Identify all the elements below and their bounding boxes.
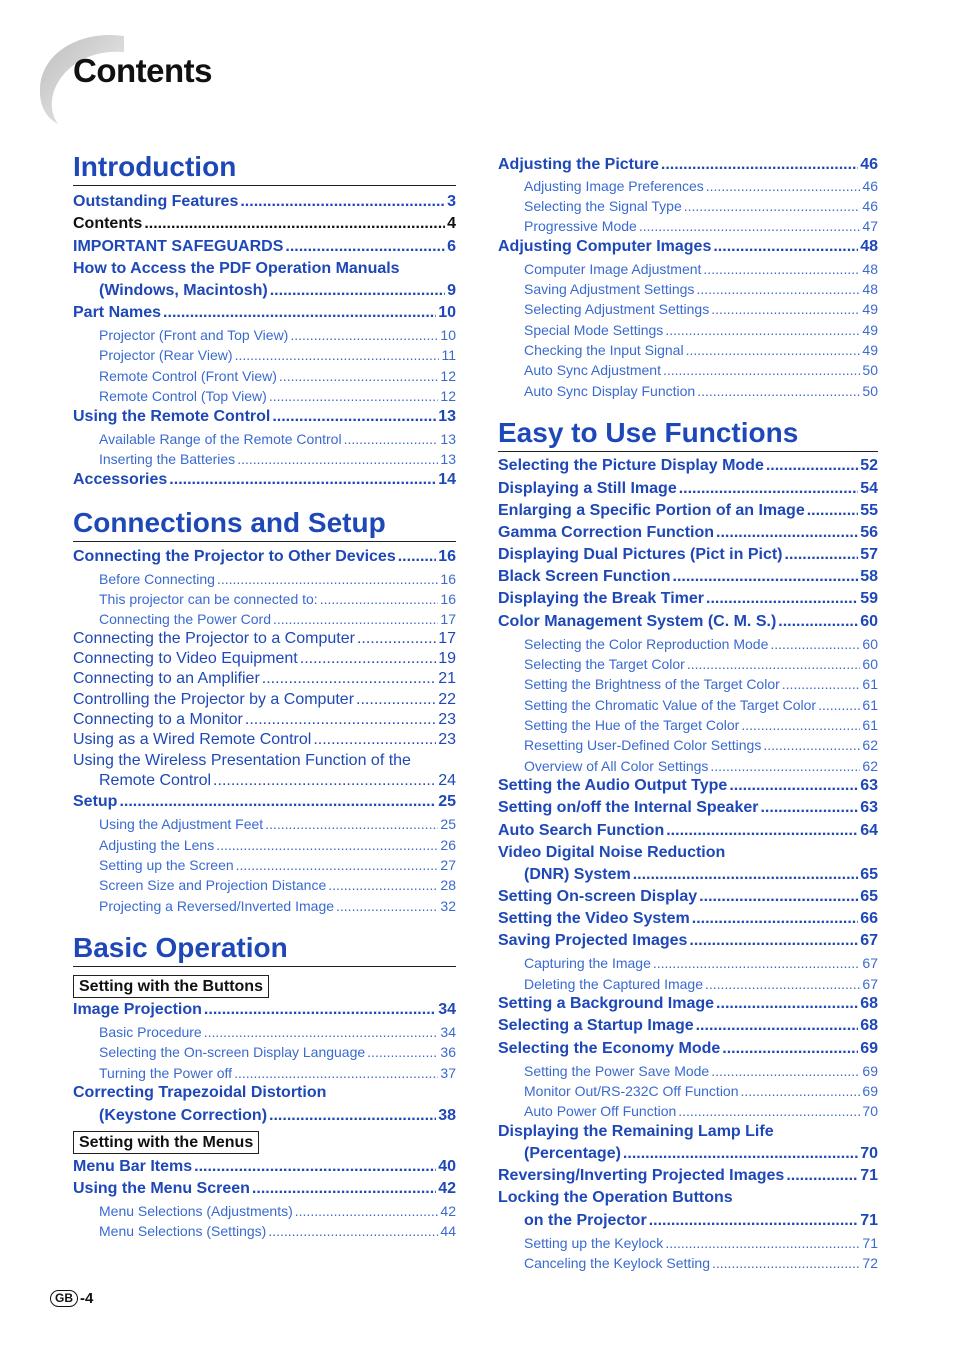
toc-subentry-saving-adjustment[interactable]: Saving Adjustment Settings ..... 48 xyxy=(498,281,878,297)
toc-subentry-auto-sync-display[interactable]: Auto Sync Display Function ..... 50 xyxy=(498,383,878,399)
toc-subentry-menu-adjustments[interactable]: Menu Selections (Adjustments) ..... 42 xyxy=(73,1203,456,1219)
section-rule xyxy=(498,451,878,452)
toc-subentry-image-preferences[interactable]: Adjusting Image Preferences ..... 46 xyxy=(498,178,878,194)
toc-entry-video-system[interactable]: Setting the Video System ..... 66 xyxy=(498,910,878,928)
page-number: -4 xyxy=(80,1290,94,1307)
toc-entry-locking-line2[interactable]: on the Projector ..... 71 xyxy=(498,1212,878,1230)
toc-entry-important-safeguards[interactable]: IMPORTANT SAFEGUARDS ..... 6 xyxy=(73,238,456,256)
toc-entry-connecting-amplifier[interactable]: Connecting to an Amplifier ..... 21 xyxy=(73,670,456,688)
toc-subentry-special-mode[interactable]: Special Mode Settings ..... 49 xyxy=(498,322,878,338)
toc-entry-outstanding-features[interactable]: Outstanding Features ..... 3 xyxy=(73,193,456,211)
toc-subentry-batteries[interactable]: Inserting the Batteries ..... 13 xyxy=(73,451,456,467)
toc-entry-menu-screen[interactable]: Using the Menu Screen ..... 42 xyxy=(73,1180,456,1198)
toc-entry-economy-mode[interactable]: Selecting the Economy Mode ..... 69 xyxy=(498,1040,878,1058)
toc-subentry-projector-front[interactable]: Projector (Front and Top View) ..... 10 xyxy=(73,327,456,343)
toc-entry-contents[interactable]: Contents ..... 4 xyxy=(73,215,456,233)
toc-subentry-target-color[interactable]: Selecting the Target Color ..... 60 xyxy=(498,656,878,672)
toc-entry-black-screen[interactable]: Black Screen Function ..... 58 xyxy=(498,568,878,586)
toc-subentry-cancel-keylock[interactable]: Canceling the Keylock Setting ..... 72 xyxy=(498,1255,878,1271)
toc-entry-audio-output[interactable]: Setting the Audio Output Type ..... 63 xyxy=(498,777,878,795)
toc-entry-controlling-computer[interactable]: Controlling the Projector by a Computer ..... 22 xyxy=(73,691,456,709)
section-introduction xyxy=(73,150,456,186)
toc-subentry-chromatic-value[interactable]: Setting the Chromatic Value of the Target Color ..... 61 xyxy=(498,697,878,713)
toc-entry-background-image[interactable]: Setting a Background Image ..... 68 xyxy=(498,995,878,1013)
section-heading: Introduction xyxy=(73,151,237,182)
toc-subentry-keylock[interactable]: Setting up the Keylock ..... 71 xyxy=(498,1235,878,1251)
toc-entry-setup[interactable]: Setup ..... 25 xyxy=(73,793,456,811)
toc-entry-wireless-line1[interactable]: Using the Wireless Presentation Function of the xyxy=(73,752,411,769)
region-badge: GB xyxy=(50,1290,78,1307)
toc-entry-gamma[interactable]: Gamma Correction Function ..... 56 xyxy=(498,524,878,542)
section-rule xyxy=(73,966,456,967)
toc-entry-startup-image[interactable]: Selecting a Startup Image ..... 68 xyxy=(498,1017,878,1035)
toc-subentry-resetting-color[interactable]: Resetting User-Defined Color Settings ..... 62 xyxy=(498,737,878,753)
toc-entry-adjusting-picture[interactable]: Adjusting the Picture ..... 46 xyxy=(498,156,878,174)
toc-subentry-color-reproduction[interactable]: Selecting the Color Reproduction Mode ..... 60 xyxy=(498,636,878,652)
toc-subentry-auto-sync[interactable]: Auto Sync Adjustment ..... 50 xyxy=(498,362,878,378)
toc-entry-dnr-line1[interactable]: Video Digital Noise Reduction xyxy=(498,844,726,861)
toc-entry-part-names[interactable]: Part Names ..... 10 xyxy=(73,304,456,322)
toc-subentry-basic-procedure[interactable]: Basic Procedure ..... 34 xyxy=(73,1024,456,1040)
toc-entry-menu-bar-items[interactable]: Menu Bar Items ..... 40 xyxy=(73,1158,456,1176)
toc-entry-still-image[interactable]: Displaying a Still Image ..... 54 xyxy=(498,480,878,498)
toc-entry-connecting-other-devices[interactable]: Connecting the Projector to Other Devices ..... 16 xyxy=(73,548,456,566)
toc-entry-cms[interactable]: Color Management System (C. M. S.) ..... 60 xyxy=(498,613,878,631)
toc-subentry-progressive-mode[interactable]: Progressive Mode ..... 47 xyxy=(498,218,878,234)
section-heading: Easy to Use Functions xyxy=(498,417,799,448)
toc-subentry-remote-top[interactable]: Remote Control (Top View) ..... 12 xyxy=(73,388,456,404)
toc-subentry-remote-range[interactable]: Available Range of the Remote Control ..... 13 xyxy=(73,431,456,447)
toc-entry-keystone-line1[interactable]: Correcting Trapezoidal Distortion xyxy=(73,1084,327,1101)
toc-entry-saving-projected[interactable]: Saving Projected Images ..... 67 xyxy=(498,932,878,950)
page-footer xyxy=(50,1290,93,1307)
toc-entry-image-projection[interactable]: Image Projection ..... 34 xyxy=(73,1001,456,1019)
section-rule xyxy=(73,185,456,186)
section-easy-functions xyxy=(498,416,878,452)
toc-subentry-before-connecting[interactable]: Before Connecting ..... 16 xyxy=(73,571,456,587)
toc-entry-keystone-line2[interactable]: (Keystone Correction) ..... 38 xyxy=(73,1107,456,1125)
subsection-label-buttons: Setting with the Buttons xyxy=(73,975,269,998)
toc-entry-connecting-video[interactable]: Connecting to Video Equipment ..... 19 xyxy=(73,650,456,668)
toc-entry-lamp-life-line2[interactable]: (Percentage) ..... 70 xyxy=(498,1145,878,1163)
toc-entry-using-remote[interactable]: Using the Remote Control ..... 13 xyxy=(73,408,456,426)
toc-entry-enlarging[interactable]: Enlarging a Specific Portion of an Image ..... 55 xyxy=(498,502,878,520)
section-heading: Connections and Setup xyxy=(73,507,386,538)
toc-entry-pdf-manuals-line1[interactable]: How to Access the PDF Operation Manuals xyxy=(73,260,400,277)
toc-subentry-selecting-adjustment[interactable]: Selecting Adjustment Settings ..... 49 xyxy=(498,301,878,317)
section-rule xyxy=(73,541,456,542)
toc-entry-wired-remote[interactable]: Using as a Wired Remote Control ..... 23 xyxy=(73,731,456,749)
toc-subentry-osd-language[interactable]: Selecting the On-screen Display Language ..... 36 xyxy=(73,1044,456,1060)
toc-subentry-adjusting-lens[interactable]: Adjusting the Lens ..... 26 xyxy=(73,837,456,853)
toc-entry-connecting-monitor[interactable]: Connecting to a Monitor ..... 23 xyxy=(73,711,456,729)
toc-subentry-overview-color[interactable]: Overview of All Color Settings ..... 62 xyxy=(498,758,878,774)
toc-entry-lamp-life-line1[interactable]: Displaying the Remaining Lamp Life xyxy=(498,1123,774,1140)
toc-subentry-setting-screen[interactable]: Setting up the Screen ..... 27 xyxy=(73,857,456,873)
toc-entry-locking-line1[interactable]: Locking the Operation Buttons xyxy=(498,1189,733,1206)
toc-entry-on-screen-display[interactable]: Setting On-screen Display ..... 65 xyxy=(498,888,878,906)
toc-subentry-monitor-out[interactable]: Monitor Out/RS-232C Off Function ..... 69 xyxy=(498,1083,878,1099)
toc-entry-internal-speaker[interactable]: Setting on/off the Internal Speaker ..... 63 xyxy=(498,799,878,817)
section-connections xyxy=(73,506,456,542)
toc-subentry-capturing-image[interactable]: Capturing the Image ..... 67 xyxy=(498,955,878,971)
toc-subentry-signal-type[interactable]: Selecting the Signal Type ..... 46 xyxy=(498,198,878,214)
toc-subentry-projector-rear[interactable]: Projector (Rear View) ..... 11 xyxy=(73,347,456,363)
toc-subentry-power-off[interactable]: Turning the Power off ..... 37 xyxy=(73,1065,456,1081)
toc-entry-wireless-line2[interactable]: Remote Control ..... 24 xyxy=(73,772,456,790)
toc-subentry-checking-input[interactable]: Checking the Input Signal ..... 49 xyxy=(498,342,878,358)
toc-entry-connecting-computer[interactable]: Connecting the Projector to a Computer ..... 17 xyxy=(73,630,456,648)
toc-entry-auto-search[interactable]: Auto Search Function ..... 64 xyxy=(498,822,878,840)
toc-subentry-computer-image-adjustment[interactable]: Computer Image Adjustment ..... 48 xyxy=(498,261,878,277)
toc-subentry-adjustment-feet[interactable]: Using the Adjustment Feet ..... 25 xyxy=(73,816,456,832)
toc-subentry-menu-settings[interactable]: Menu Selections (Settings) ..... 44 xyxy=(73,1223,456,1239)
section-heading: Basic Operation xyxy=(73,932,288,963)
toc-subentry-hue-target[interactable]: Setting the Hue of the Target Color ..... 61 xyxy=(498,717,878,733)
toc-entry-picture-display-mode[interactable]: Selecting the Picture Display Mode ..... 52 xyxy=(498,457,878,475)
toc-entry-dnr-line2[interactable]: (DNR) System ..... 65 xyxy=(498,866,878,884)
toc-subentry-brightness-target[interactable]: Setting the Brightness of the Target Color ..... 61 xyxy=(498,676,878,692)
toc-entry-reversing-inverting[interactable]: Reversing/Inverting Projected Images ..... 71 xyxy=(498,1167,878,1185)
toc-subentry-screen-size[interactable]: Screen Size and Projection Distance ..... 28 xyxy=(73,877,456,893)
toc-entry-pdf-manuals-line2[interactable]: (Windows, Macintosh) ..... 9 xyxy=(73,282,456,300)
subsection-label-menus: Setting with the Menus xyxy=(73,1131,259,1154)
toc-subentry-power-cord[interactable]: Connecting the Power Cord ..... 17 xyxy=(73,611,456,627)
toc-entry-break-timer[interactable]: Displaying the Break Timer ..... 59 xyxy=(498,590,878,608)
section-basic-operation xyxy=(73,931,456,967)
toc-subentry-reversed-image[interactable]: Projecting a Reversed/Inverted Image ..... 32 xyxy=(73,898,456,914)
toc-subentry-power-save[interactable]: Setting the Power Save Mode ..... 69 xyxy=(498,1063,878,1079)
toc-entry-dual-pictures[interactable]: Displaying Dual Pictures (Pict in Pict) ..... 57 xyxy=(498,546,878,564)
page-title: Contents xyxy=(73,52,212,89)
toc-subentry-remote-front[interactable]: Remote Control (Front View) ..... 12 xyxy=(73,368,456,384)
toc-entry-accessories[interactable]: Accessories ..... 14 xyxy=(73,471,456,489)
toc-subentry-auto-power-off[interactable]: Auto Power Off Function ..... 70 xyxy=(498,1103,878,1119)
toc-entry-adjusting-computer-images[interactable]: Adjusting Computer Images ..... 48 xyxy=(498,238,878,256)
toc-subentry-deleting-image[interactable]: Deleting the Captured Image ..... 67 xyxy=(498,976,878,992)
toc-subentry-can-connect[interactable]: This projector can be connected to: ..... 16 xyxy=(73,591,456,607)
